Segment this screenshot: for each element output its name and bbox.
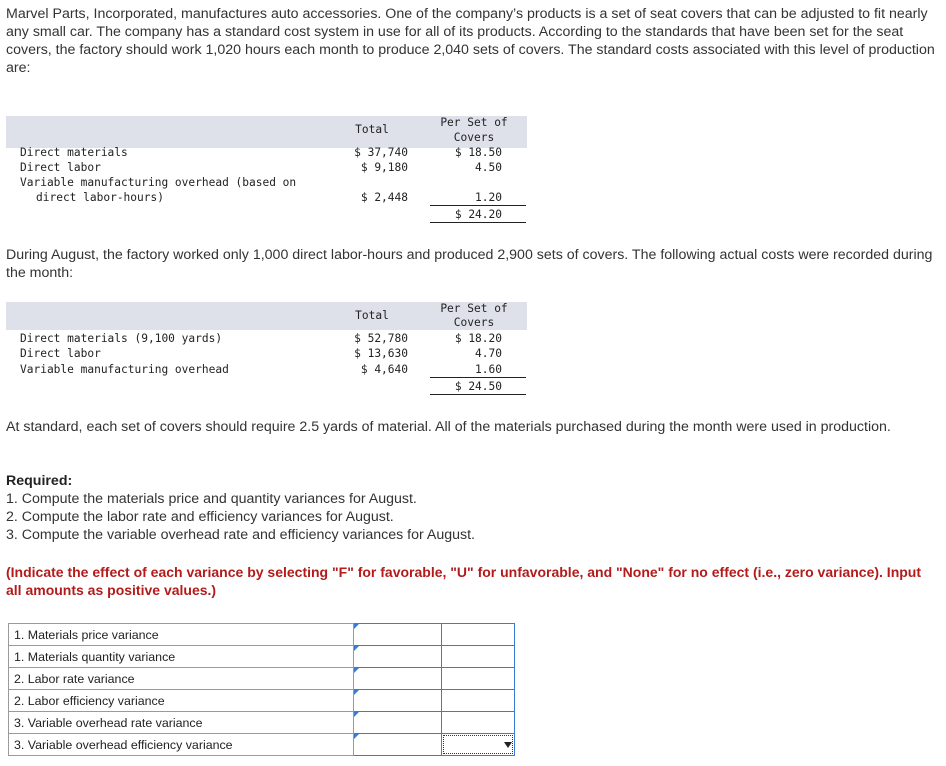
header-per-set-line1: Per Set of xyxy=(440,302,508,315)
input-marker-icon xyxy=(354,668,359,673)
amount-field[interactable] xyxy=(354,623,445,646)
variance-label: 2. Labor efficiency variance xyxy=(9,690,354,712)
overhead-efficiency-effect-select[interactable] xyxy=(441,734,514,756)
input-marker-icon xyxy=(354,624,359,629)
overhead-efficiency-amount-input[interactable] xyxy=(353,734,441,756)
amount-field[interactable] xyxy=(354,733,445,756)
focus-outline xyxy=(443,735,513,754)
total-variable-overhead: $ 4,640 xyxy=(360,363,408,376)
total-variable-overhead: $ 2,448 xyxy=(360,191,408,204)
subtotal-rule xyxy=(430,377,526,378)
actual-cost-table xyxy=(6,302,527,398)
labor-efficiency-effect-select[interactable] xyxy=(441,690,514,712)
subtotal-rule xyxy=(430,205,526,206)
row-label-direct-materials: Direct materials (9,100 yards) xyxy=(20,332,223,345)
header-total: Total xyxy=(355,123,389,136)
per-set-total: $ 24.20 xyxy=(454,208,502,221)
required-item-3: 3. Compute the variable overhead rate and efficiency variances for August. xyxy=(6,527,475,543)
amount-field[interactable] xyxy=(354,645,445,668)
table-row xyxy=(9,646,515,668)
table-row xyxy=(9,690,515,712)
input-marker-icon xyxy=(354,712,359,717)
required-item-1: 1. Compute the materials price and quantity variances for August. xyxy=(6,491,417,507)
materials-price-effect-select[interactable] xyxy=(441,624,514,646)
table-row xyxy=(9,668,515,690)
input-marker-icon xyxy=(354,690,359,695)
total-direct-materials: $ 52,780 xyxy=(354,332,408,345)
table-row xyxy=(9,712,515,734)
header-per-set-line1: Per Set of xyxy=(440,116,508,129)
row-label-variable-overhead: Variable manufacturing overhead (based on xyxy=(20,176,297,189)
instruction-note: (Indicate the effect of each variance by selecting "F" for favorable, "U" for unfavorable, and "None" for no effect (i.e., zero variance). Input all amounts as positive values.) xyxy=(6,564,922,598)
labor-rate-amount-input[interactable] xyxy=(353,668,441,690)
variance-answer-table xyxy=(8,623,515,756)
overhead-rate-effect-select[interactable] xyxy=(441,712,514,734)
row-label-variable-overhead-cont: direct labor-hours) xyxy=(36,191,164,204)
per-set-direct-materials: $ 18.20 xyxy=(454,332,502,345)
variance-label: 2. Labor rate variance xyxy=(9,668,354,690)
input-marker-icon xyxy=(354,646,359,651)
amount-field[interactable] xyxy=(354,667,445,690)
materials-quantity-amount-input[interactable] xyxy=(353,646,441,668)
total-direct-labor: $ 9,180 xyxy=(360,161,408,174)
amount-field[interactable] xyxy=(354,711,445,734)
total-rule xyxy=(430,222,526,223)
required-item-2: 2. Compute the labor rate and efficiency variances for August. xyxy=(6,509,394,525)
row-label-direct-materials: Direct materials xyxy=(20,146,128,159)
total-rule xyxy=(430,394,526,395)
per-set-direct-labor: 4.50 xyxy=(475,161,502,174)
per-set-variable-overhead: 1.60 xyxy=(475,363,502,376)
standard-cost-table xyxy=(6,116,527,226)
row-label-direct-labor: Direct labor xyxy=(20,347,101,360)
standard-material-note: At standard, each set of covers should require 2.5 yards of material. All of the materials purchased during the month were used in production. xyxy=(6,419,891,435)
materials-quantity-effect-select[interactable] xyxy=(441,646,514,668)
table-row xyxy=(9,734,515,756)
variance-label: 1. Materials quantity variance xyxy=(9,646,354,668)
total-direct-materials: $ 37,740 xyxy=(354,146,408,159)
materials-price-amount-input[interactable] xyxy=(353,624,441,646)
labor-rate-effect-select[interactable] xyxy=(441,668,514,690)
overhead-rate-amount-input[interactable] xyxy=(353,712,441,734)
per-set-variable-overhead: 1.20 xyxy=(475,191,502,204)
per-set-total: $ 24.50 xyxy=(454,380,502,393)
required-heading: Required: xyxy=(6,473,73,489)
header-total: Total xyxy=(355,309,389,322)
labor-efficiency-amount-input[interactable] xyxy=(353,690,441,712)
row-label-direct-labor: Direct labor xyxy=(20,161,101,174)
variance-label: 1. Materials price variance xyxy=(9,624,354,646)
per-set-direct-materials: $ 18.50 xyxy=(454,146,502,159)
variance-label: 3. Variable overhead rate variance xyxy=(9,712,354,734)
header-per-set-line2: Covers xyxy=(453,131,495,144)
august-actuals-text: During August, the factory worked only 1,000 direct labor-hours and produced 2,900 sets of covers. The following actual costs were recorded during the month: xyxy=(6,247,933,281)
input-marker-icon xyxy=(354,734,359,739)
table-row xyxy=(9,624,515,646)
header-per-set-line2: Covers xyxy=(453,316,495,329)
problem-intro: Marvel Parts, Incorporated, manufactures auto accessories. One of the company’s products is a set of seat covers that can be adjusted to fit nearly any small car. The company has a standard cost system in use for all of its products. According to the standards that have been set for the seat covers, the factory should work 1,020 hours each month to produce 2,040 sets of covers. The standard costs associated with this level of production are: xyxy=(6,6,935,76)
variance-label: 3. Variable overhead efficiency variance xyxy=(9,734,354,756)
chevron-down-icon[interactable] xyxy=(504,742,512,748)
per-set-direct-labor: 4.70 xyxy=(475,347,502,360)
row-label-variable-overhead: Variable manufacturing overhead xyxy=(20,363,229,376)
total-direct-labor: $ 13,630 xyxy=(354,347,408,360)
amount-field[interactable] xyxy=(354,689,445,712)
